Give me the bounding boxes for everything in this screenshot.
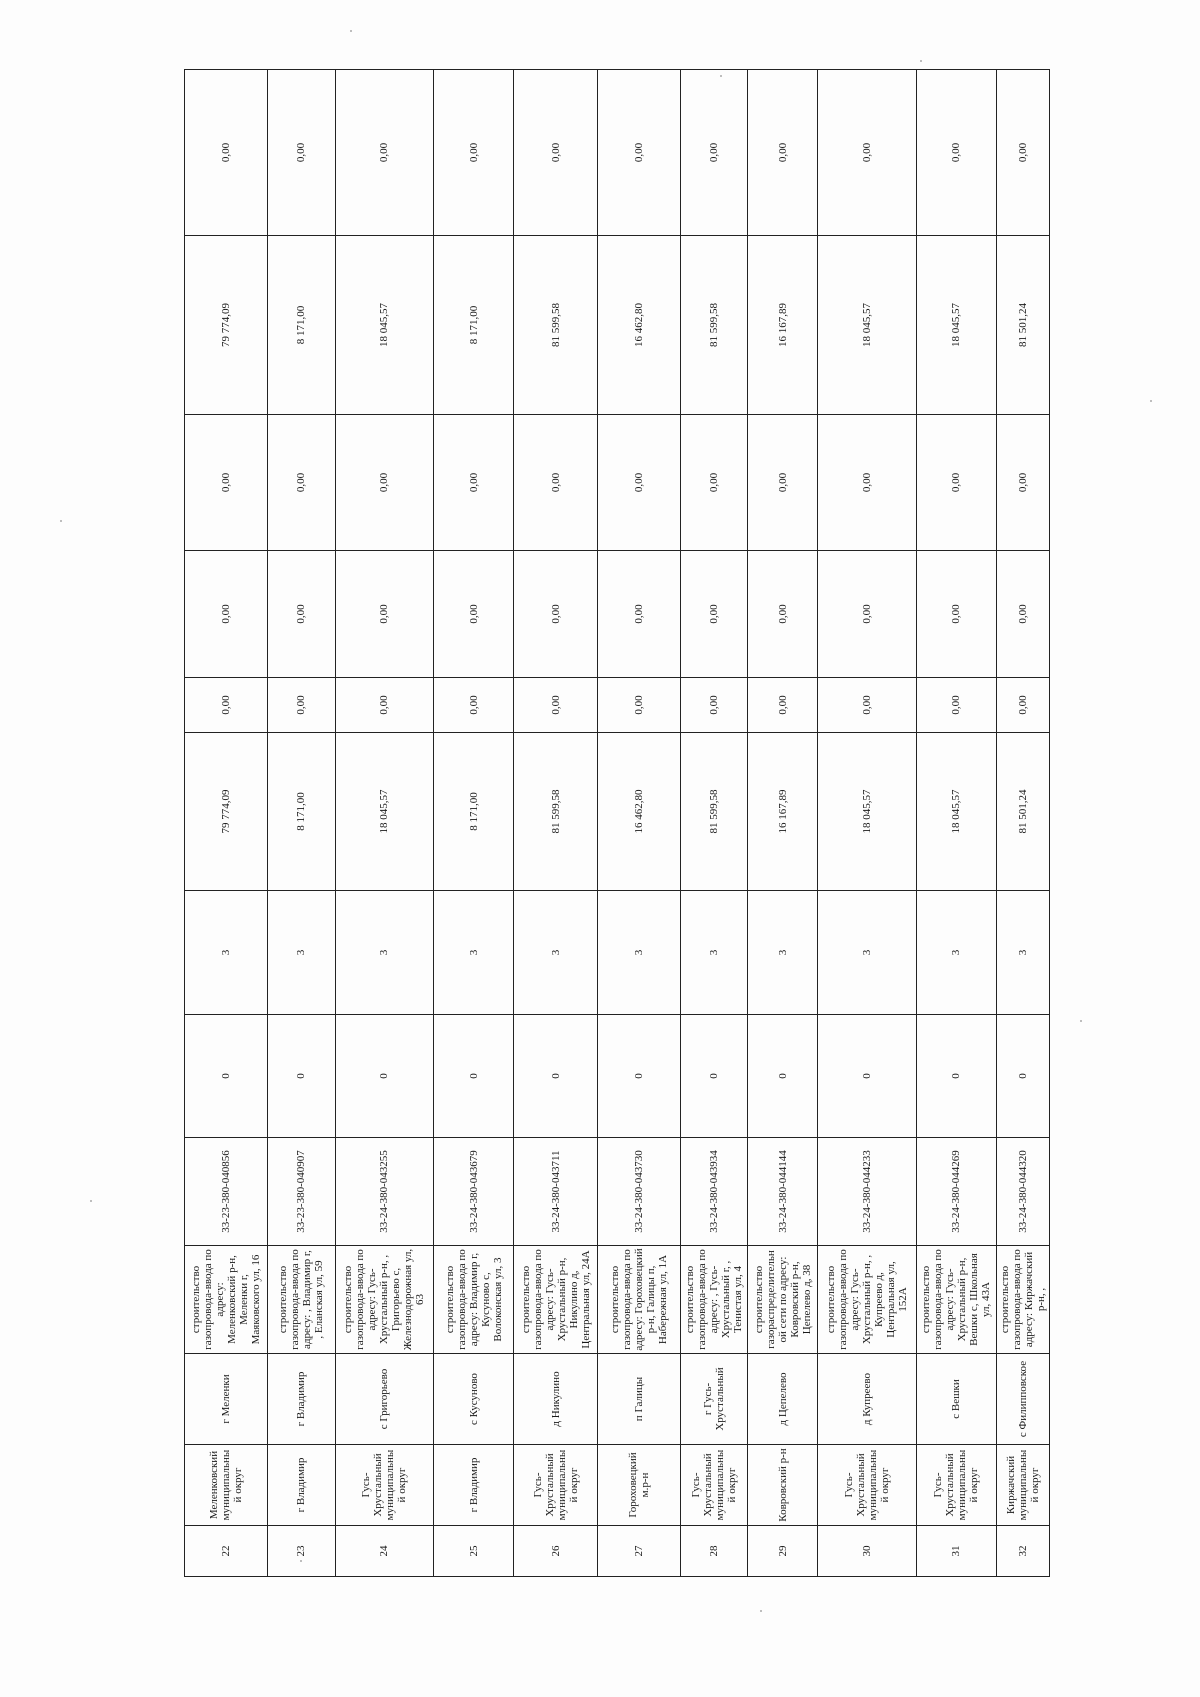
col11-amount-cell: 18 045,57 [335,236,434,415]
col11-amount-cell: 81 599,58 [681,236,747,415]
col5-value-cell: 0 [818,1015,917,1138]
scan-speckle [300,1560,302,1562]
col5-value-cell: 0 [185,1015,268,1138]
object-code-cell: 33-23-380-040856 [185,1138,268,1246]
district-cell: Киржачский муниципальны й округ [996,1445,1049,1526]
col10-amount-cell: 0,00 [996,415,1049,551]
row-number: 26 [514,1526,598,1577]
object-description-cell: строительство газопровода-ввода по адресу: Киржачский р-н, , [996,1246,1049,1354]
table-row [747,70,818,1577]
col9-amount-cell: 0,00 [818,551,917,678]
settlement-cell: с Филипповское [996,1354,1049,1445]
col11-amount-cell: 18 045,57 [818,236,917,415]
object-code-cell: 33-24-380-043255 [335,1138,434,1246]
col7-amount-cell: 16 462,80 [598,733,681,891]
scan-speckle [350,30,352,32]
col6-value-cell: 3 [681,891,747,1015]
col5-value-cell: 0 [268,1015,335,1138]
object-code-cell: 33-23-380-040907 [268,1138,335,1246]
col10-amount-cell: 0,00 [598,415,681,551]
object-code-cell: 33-24-380-043730 [598,1138,681,1246]
table-row [996,70,1049,1577]
col10-amount-cell: 0,00 [434,415,514,551]
col7-amount-cell: 8 171,00 [434,733,514,891]
scan-speckle [60,520,62,522]
col6-value-cell: 3 [185,891,268,1015]
col8-amount-cell: 0,00 [185,678,268,733]
table-row [434,70,514,1577]
col5-value-cell: 0 [434,1015,514,1138]
settlement-cell: д Цепелево [747,1354,818,1445]
col12-amount-cell: 0,00 [335,70,434,236]
object-description-cell: строительство газопровода-ввода по адресу: , Гусь-Хрустальный г, , Тенистая ул, 4 [681,1246,747,1354]
col7-amount-cell: 8 171,00 [268,733,335,891]
col11-amount-cell: 79 774,09 [185,236,268,415]
scan-speckle [1150,400,1152,402]
col9-amount-cell: 0,00 [335,551,434,678]
settlement-cell: с Вешки [917,1354,997,1445]
settlement-cell: г Меленки [185,1354,268,1445]
col8-amount-cell: 0,00 [747,678,818,733]
col12-amount-cell: 0,00 [917,70,997,236]
col12-amount-cell: 0,00 [514,70,598,236]
col5-value-cell: 0 [598,1015,681,1138]
district-cell: Ковровский р-н [747,1445,818,1526]
col6-value-cell: 3 [917,891,997,1015]
col7-amount-cell: 81 599,58 [681,733,747,891]
object-description-cell: строительство газопровода-ввода по адресу: Меленковский р-н, Меленки г, Маяковского ул, 16 [185,1246,268,1354]
col7-amount-cell: 18 045,57 [818,733,917,891]
settlement-cell: д Купреево [818,1354,917,1445]
col9-amount-cell: 0,00 [514,551,598,678]
settlement-cell: г Гусь-Хрустальный [681,1354,747,1445]
table-row [335,70,434,1577]
row-number: 31 [917,1526,997,1577]
col10-amount-cell: 0,00 [747,415,818,551]
object-description-cell: строительство газораспределительн ой сети по адресу: Ковровский р-н, Цепелево д, 38 [747,1246,818,1354]
col11-amount-cell: 8 171,00 [434,236,514,415]
object-description-cell: строительство газопровода-ввода по адресу: Гусь-Хрустальный р-н, Вешки с, Школьная ул, 43А [917,1246,997,1354]
col10-amount-cell: 0,00 [268,415,335,551]
col12-amount-cell: 0,00 [818,70,917,236]
col8-amount-cell: 0,00 [514,678,598,733]
scan-speckle [1080,1020,1082,1022]
col6-value-cell: 3 [434,891,514,1015]
object-code-cell: 33-24-380-044269 [917,1138,997,1246]
col12-amount-cell: 0,00 [268,70,335,236]
col6-value-cell: 3 [514,891,598,1015]
row-number: 29 [747,1526,818,1577]
table-row [268,70,335,1577]
table-row [185,70,268,1577]
object-code-cell: 33-24-380-043711 [514,1138,598,1246]
col9-amount-cell: 0,00 [434,551,514,678]
col5-value-cell: 0 [514,1015,598,1138]
settlement-cell: п Галицы [598,1354,681,1445]
col7-amount-cell: 79 774,09 [185,733,268,891]
row-number: 32 [996,1526,1049,1577]
col7-amount-cell: 81 599,58 [514,733,598,891]
district-cell: Гусь-Хрустальный муниципальны й округ [917,1445,997,1526]
object-code-cell: 33-24-380-044144 [747,1138,818,1246]
col6-value-cell: 3 [996,891,1049,1015]
col12-amount-cell: 0,00 [434,70,514,236]
row-number: 24 [335,1526,434,1577]
col11-amount-cell: 81 501,24 [996,236,1049,415]
col7-amount-cell: 16 167,89 [747,733,818,891]
object-description-cell: строительство газопровода-ввода по адресу: Гусь-Хрустальный р-н, , Купреево д, Центральная ул, 152А [818,1246,917,1354]
col12-amount-cell: 0,00 [681,70,747,236]
col10-amount-cell: 0,00 [818,415,917,551]
table-row [514,70,598,1577]
col7-amount-cell: 18 045,57 [335,733,434,891]
row-number: 30 [818,1526,917,1577]
col9-amount-cell: 0,00 [681,551,747,678]
object-description-cell: строительство газопровода-ввода по адресу: , Владимир г, , Еланская ул, 59 [268,1246,335,1354]
col8-amount-cell: 0,00 [996,678,1049,733]
col9-amount-cell: 0,00 [185,551,268,678]
col8-amount-cell: 0,00 [917,678,997,733]
object-code-cell: 33-24-380-043679 [434,1138,514,1246]
col8-amount-cell: 0,00 [335,678,434,733]
col8-amount-cell: 0,00 [434,678,514,733]
row-number: 27 [598,1526,681,1577]
col12-amount-cell: 0,00 [996,70,1049,236]
col6-value-cell: 3 [598,891,681,1015]
scan-speckle [90,1200,92,1202]
col5-value-cell: 0 [681,1015,747,1138]
col9-amount-cell: 0,00 [268,551,335,678]
col12-amount-cell: 0,00 [598,70,681,236]
col10-amount-cell: 0,00 [917,415,997,551]
district-cell: Гусь-Хрустальный муниципальны й округ [335,1445,434,1526]
col6-value-cell: 3 [268,891,335,1015]
table-row [818,70,917,1577]
col6-value-cell: 3 [335,891,434,1015]
district-cell: Гороховецкий м.р-н [598,1445,681,1526]
col5-value-cell: 0 [917,1015,997,1138]
col5-value-cell: 0 [996,1015,1049,1138]
district-cell: г Владимир [268,1445,335,1526]
district-cell: г Владимир [434,1445,514,1526]
scan-speckle [920,60,922,62]
col6-value-cell: 3 [747,891,818,1015]
scan-speckle [720,75,722,77]
col8-amount-cell: 0,00 [818,678,917,733]
col10-amount-cell: 0,00 [185,415,268,551]
col10-amount-cell: 0,00 [335,415,434,551]
col12-amount-cell: 0,00 [747,70,818,236]
register-table [184,69,1050,1577]
col5-value-cell: 0 [335,1015,434,1138]
col8-amount-cell: 0,00 [268,678,335,733]
settlement-cell: с Григорьево [335,1354,434,1445]
col10-amount-cell: 0,00 [514,415,598,551]
row-number: 23 [268,1526,335,1577]
col7-amount-cell: 18 045,57 [917,733,997,891]
district-cell: Гусь-Хрустальный муниципальны й округ [514,1445,598,1526]
col11-amount-cell: 16 167,89 [747,236,818,415]
col8-amount-cell: 0,00 [681,678,747,733]
district-cell: Гусь-Хрустальный муниципальны й округ [818,1445,917,1526]
scan-speckle [760,1610,762,1612]
table-row [917,70,997,1577]
col9-amount-cell: 0,00 [996,551,1049,678]
col12-amount-cell: 0,00 [185,70,268,236]
col5-value-cell: 0 [747,1015,818,1138]
row-number: 28 [681,1526,747,1577]
object-code-cell: 33-24-380-044320 [996,1138,1049,1246]
col9-amount-cell: 0,00 [747,551,818,678]
object-description-cell: строительство газопровода-ввода по адресу: Гусь-Хрустальный р-н, Никулино д, Центральная ул, 24А [514,1246,598,1354]
col11-amount-cell: 18 045,57 [917,236,997,415]
table-row [681,70,747,1577]
col8-amount-cell: 0,00 [598,678,681,733]
object-code-cell: 33-24-380-044233 [818,1138,917,1246]
district-cell: Гусь-Хрустальный муниципальны й округ [681,1445,747,1526]
col10-amount-cell: 0,00 [681,415,747,551]
col7-amount-cell: 81 501,24 [996,733,1049,891]
object-description-cell: строительство газопровода-ввода по адресу: Владимир г, Кусуново с, Волоконская ул, 3 [434,1246,514,1354]
register-table-body [185,70,1050,1577]
object-description-cell: строительство газопровода-ввода по адресу: Гороховецкий р-н, Галицы п, Набережная ул, 1А [598,1246,681,1354]
settlement-cell: с Кусуново [434,1354,514,1445]
settlement-cell: д Никулино [514,1354,598,1445]
row-number: 25 [434,1526,514,1577]
object-description-cell: строительство газопровода-ввода по адресу: Гусь-Хрустальный р-н, , Григорьево с, Железнодорожная ул, 63 [335,1246,434,1354]
row-number: 22 [185,1526,268,1577]
table-row [598,70,681,1577]
col9-amount-cell: 0,00 [917,551,997,678]
object-code-cell: 33-24-380-043934 [681,1138,747,1246]
col6-value-cell: 3 [818,891,917,1015]
col11-amount-cell: 8 171,00 [268,236,335,415]
district-cell: Меленковский муниципальны й округ [185,1445,268,1526]
col11-amount-cell: 81 599,58 [514,236,598,415]
col11-amount-cell: 16 462,80 [598,236,681,415]
settlement-cell: г Владимир [268,1354,335,1445]
col9-amount-cell: 0,00 [598,551,681,678]
